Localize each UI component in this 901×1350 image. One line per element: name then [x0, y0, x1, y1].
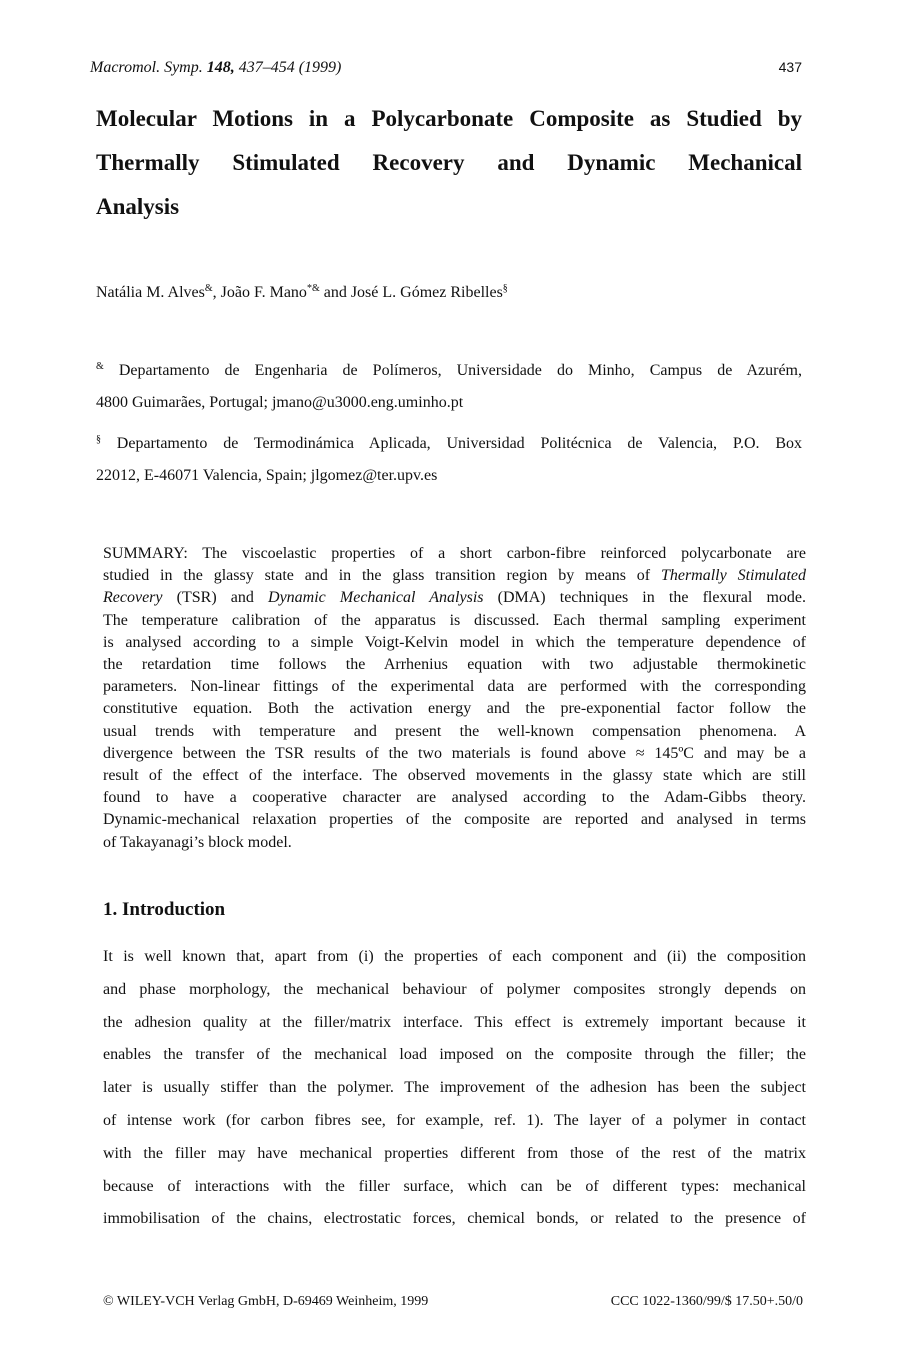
paper-title — [96, 97, 802, 229]
intro-line: the adhesion quality at the filler/matrix interface. This effect is extremely important because it — [103, 1013, 806, 1031]
summary-line: SUMMARY: The viscoelastic properties of a short carbon-fibre reinforced polycarbonate are — [103, 545, 806, 562]
summary-line: result of the effect of the interface. The observed movements in the glassy state which are still — [103, 767, 806, 785]
page-number: 437 — [778, 59, 802, 75]
author-list — [96, 284, 508, 302]
affiliation-mark: § — [96, 434, 101, 445]
ccc-code: CCC 1022-1360/99/$ 17.50+.50/0 — [610, 1294, 803, 1309]
affiliation-line: 4800 Guimarães, Portugal; jmano@u3000.eng.uminho.pt — [96, 394, 464, 411]
summary-text: (DMA) techniques in the flexural mode. — [483, 589, 806, 607]
intro-line: It is well known that, apart from (i) the properties of each component and (ii) the composition — [103, 948, 806, 965]
author-separator: and — [319, 284, 351, 301]
summary-italic-term: Recovery — [103, 589, 163, 607]
affiliation-line — [96, 428, 802, 460]
section-heading-introduction: 1. Introduction — [103, 899, 226, 920]
summary-line: The temperature calibration of the apparatus is discussed. Each thermal sampling experiment — [103, 611, 806, 629]
affiliation-text: Departamento de Termodinámica Aplicada, Universidad Politécnica de Valencia, P.O. Box — [101, 435, 802, 452]
journal-reference — [90, 59, 341, 77]
title-line: Thermally Stimulated Recovery and Dynamic Mechanical — [96, 150, 802, 175]
summary-text: studied in the glassy state and in the glass transition region by means of — [103, 567, 661, 585]
author-affiliation-mark: & — [204, 283, 213, 294]
intro-line: immobilisation of the chains, electrostatic forces, chemical bonds, or related to the presence of — [103, 1210, 806, 1228]
author-separator: , — [212, 284, 221, 301]
author-affiliation-mark: *& — [306, 283, 320, 294]
summary-line: divergence between the TSR results of the two materials is found above ≈ 145ºC and may be a — [103, 744, 806, 762]
summary-line: is analysed according to a simple Voigt-Kelvin model in which the temperature dependence of — [103, 633, 806, 651]
affiliation-minho — [96, 355, 802, 419]
summary-italic-term: Thermally Stimulated — [660, 567, 807, 585]
page-footer — [103, 1294, 803, 1314]
intro-line: and phase morphology, the mechanical behaviour of polymer composites strongly depends on — [103, 980, 806, 998]
summary-line: of Takayanagi’s block model. — [103, 833, 292, 851]
affiliation-valencia — [96, 428, 802, 492]
journal-name: Macromol. Symp. — [90, 59, 203, 76]
title-line: Molecular Motions in a Polycarbonate Composite as Studied by — [96, 106, 802, 131]
summary-line: parameters. Non-linear fittings of the experimental data are performed with the corresponding — [103, 678, 806, 696]
introduction-paragraph — [103, 941, 806, 1236]
author-name: Natália M. Alves — [96, 284, 205, 301]
intro-line: enables the transfer of the mechanical load imposed on the composite through the filler; the — [103, 1046, 806, 1064]
intro-line: of intense work (for carbon fibres see, for example, ref. 1). The layer of a polymer in contact — [103, 1111, 806, 1129]
summary-line: Dynamic-mechanical relaxation properties of the composite are reported and analysed in terms — [103, 811, 806, 829]
affiliation-line — [96, 355, 802, 387]
summary-text: (TSR) and — [162, 589, 269, 607]
journal-pages-year: 437–454 (1999) — [238, 59, 342, 76]
running-head — [90, 59, 802, 79]
summary-line: usual trends with temperature and present the well-known compensation phenomena. A — [103, 722, 806, 740]
affiliation-line: 22012, E-46071 Valencia, Spain; jlgomez@ter.upv.es — [96, 467, 438, 484]
summary-abstract — [103, 543, 806, 854]
affiliation-text: Departamento de Engenharia de Polímeros, Universidade do Minho, Campus de Azurém, — [103, 362, 802, 379]
summary-line — [103, 565, 806, 587]
intro-line: with the filler may have mechanical properties different from those of the rest of the matrix — [103, 1144, 806, 1162]
summary-italic-term: Dynamic Mechanical Analysis — [268, 589, 484, 607]
author-name: José L. Gómez Ribelles — [350, 284, 503, 301]
copyright-notice: © WILEY-VCH Verlag GmbH, D-69469 Weinheim, 1999 — [103, 1294, 429, 1309]
intro-line: because of interactions with the filler surface, which can be of different types: mechanical — [103, 1177, 806, 1195]
author-name: João F. Mano — [220, 284, 307, 301]
summary-line: found to have a cooperative character are analysed according to the Adam-Gibbs theory. — [103, 789, 806, 807]
summary-line: constitutive equation. Both the activation energy and the pre-exponential factor follow the — [103, 700, 806, 718]
summary-line — [103, 587, 806, 609]
author-affiliation-mark: § — [502, 283, 508, 294]
affiliation-mark: & — [96, 361, 104, 372]
intro-line: later is usually stiffer than the polymer. The improvement of the adhesion has been the subject — [103, 1079, 806, 1097]
title-line: Analysis — [96, 194, 180, 219]
summary-line: the retardation time follows the Arrhenius equation with two adjustable thermokinetic — [103, 656, 806, 674]
journal-volume: 148, — [206, 59, 235, 76]
